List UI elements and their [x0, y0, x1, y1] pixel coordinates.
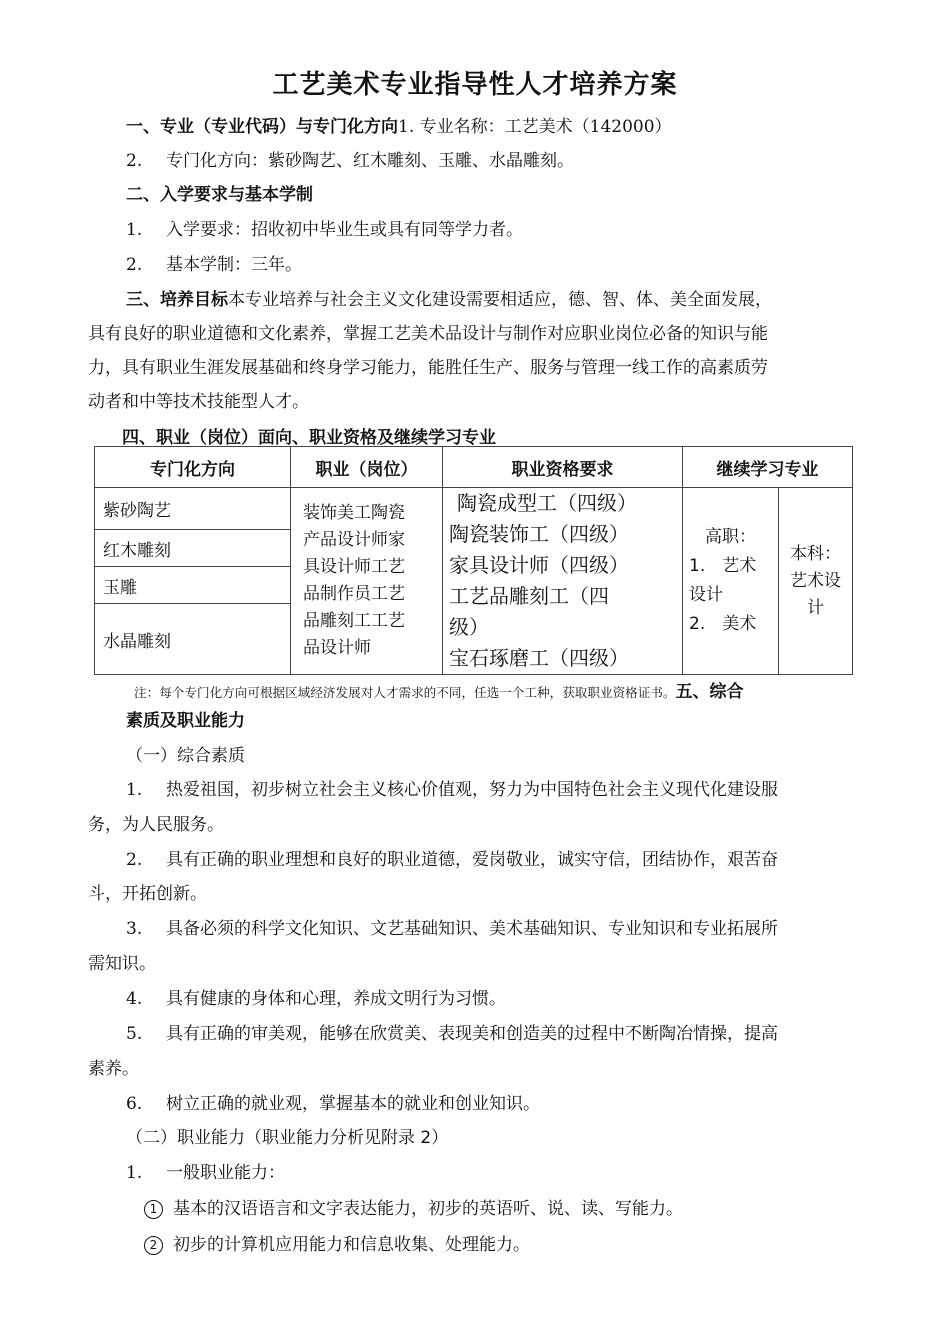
circled-number-marker: 2	[144, 1236, 163, 1255]
cert-line: 级）	[449, 615, 489, 639]
cert-line: 宝石琢磨工（四级）	[449, 646, 629, 670]
cert-line: 陶瓷成型工（四级）	[457, 491, 637, 515]
section2-item2	[126, 254, 302, 276]
quality-item-1	[126, 779, 778, 801]
item-number: 3.	[126, 919, 143, 939]
circled-number-marker: 1	[144, 1200, 163, 1219]
section3-line3: 力，具有职业生涯发展基础和终身学习能力，能胜任生产、服务与管理一线工作的高素质劳	[88, 358, 768, 378]
paragraph-text: 本专业培养与社会主义文化建设需要相适应，德、智、体、美全面发展，	[228, 290, 772, 310]
job-line: 装饰美工陶瓷	[303, 503, 405, 523]
career-table	[94, 446, 853, 675]
table-cell-gaozhi	[683, 488, 779, 675]
quality-item-3-cont: 需知识。	[88, 954, 156, 974]
item-text: 具有健康的身体和心理，养成文明行为习惯。	[166, 989, 506, 1009]
item-text: 树立正确的就业观，掌握基本的就业和创业知识。	[166, 1094, 540, 1114]
section5-sub1: （一）综合素质	[126, 746, 245, 766]
item-number: 4.	[126, 989, 143, 1009]
benke-line: 艺术设	[790, 570, 841, 591]
item-text: 具有正确的职业理想和良好的职业道德，爱岗敬业，诚实守信，团结协作，艰苦奋	[166, 850, 778, 870]
quality-item-2	[126, 849, 778, 871]
quality-item-5	[126, 1023, 778, 1045]
item-number: 6.	[126, 1094, 143, 1114]
item-number: 1.	[126, 1163, 143, 1183]
quality-item-1-cont: 务，为人民服务。	[88, 815, 224, 835]
item-number: 2.	[126, 151, 143, 171]
table-cell-direction: 紫砂陶艺	[95, 488, 291, 530]
quality-item-4	[126, 988, 506, 1010]
section1-item2	[126, 150, 574, 172]
cert-line: 陶瓷装饰工（四级）	[449, 522, 629, 546]
cert-line: 家具设计师（四级）	[449, 553, 629, 577]
section3-line4: 动者和中等技术技能型人才。	[88, 392, 309, 412]
table-row	[95, 488, 853, 530]
benke-line: 本科：	[790, 543, 841, 564]
quality-item-2-cont: 斗，开拓创新。	[88, 884, 207, 904]
item-number: 2.	[126, 850, 143, 870]
item-number: 2.	[126, 255, 143, 275]
section3-line1	[126, 289, 772, 311]
gaozhi-line: 设计	[689, 585, 723, 605]
gaozhi-line: 2. 美术	[689, 614, 757, 634]
item-number: 1.	[126, 780, 143, 800]
job-line: 品制作员工艺	[303, 584, 405, 604]
item-text: 热爱祖国，初步树立社会主义核心价值观，努力为中国特色社会主义现代化建设服	[166, 780, 778, 800]
table-header-row	[95, 447, 853, 488]
table-note	[134, 683, 744, 702]
table-cell-certs	[443, 488, 683, 675]
section5-heading-part1: 五、综合	[675, 682, 744, 702]
table-cell-jobs	[291, 488, 443, 675]
table-cell-direction: 水晶雕刻	[95, 604, 291, 675]
quality-item-3	[126, 918, 778, 940]
item-text: 一般职业能力：	[166, 1163, 285, 1183]
job-line: 品雕刻工工艺	[303, 611, 405, 631]
table-header: 职业资格要求	[443, 447, 683, 488]
note-text: 注：每个专门化方向可根据区域经济发展对人才需求的不同，任选一个工种，获取职业资格证书。	[134, 685, 676, 700]
ability-subitem-1	[144, 1198, 683, 1220]
table-header: 继续学习专业	[683, 447, 853, 488]
item-text: 具有正确的审美观，能够在欣赏美、表现美和创造美的过程中不断陶冶情操，提高	[166, 1024, 778, 1044]
item-number: 5.	[126, 1024, 143, 1044]
table-header: 职业（岗位）	[291, 447, 443, 488]
item-text: 专门化方向：紫砂陶艺、红木雕刻、玉雕、水晶雕刻。	[166, 151, 574, 171]
table-cell-direction: 红木雕刻	[95, 530, 291, 567]
quality-item-5-cont: 素养。	[88, 1059, 139, 1079]
job-line: 产品设计师家	[303, 530, 405, 550]
item-text: 入学要求：招收初中毕业生或具有同等学力者。	[166, 220, 523, 240]
section3-heading: 三、培养目标	[126, 290, 228, 310]
section5-sub2: （二）职业能力（职业能力分析见附录 2）	[126, 1128, 449, 1148]
section4-heading: 四、职业（岗位）面向、职业资格及继续学习专业	[122, 428, 496, 448]
item-text: 具备必须的科学文化知识、文艺基础知识、美术基础知识、专业知识和专业拓展所	[166, 919, 778, 939]
item-number: 1.	[126, 220, 143, 240]
subitem-text: 基本的汉语语言和文字表达能力，初步的英语听、说、读、写能力。	[173, 1199, 683, 1219]
gaozhi-line: 1. 艺术	[689, 556, 757, 576]
section3-line2: 具有良好的职业道德和文化素养，掌握工艺美术品设计与制作对应职业岗位必备的知识与能	[88, 324, 768, 344]
section5-heading-part2: 素质及职业能力	[126, 711, 245, 731]
job-line: 品设计师	[303, 638, 371, 658]
cert-line: 工艺品雕刻工（四	[449, 584, 609, 608]
section1-heading: 一、专业（专业代码）与专门化方向	[126, 117, 398, 137]
benke-line: 计	[807, 597, 824, 618]
gaozhi-line: 高职：	[705, 527, 756, 547]
section2-item1	[126, 219, 523, 241]
document-title: 工艺美术专业指导性人才培养方案	[272, 70, 678, 100]
ability-subitem-2	[144, 1234, 530, 1256]
quality-item-6	[126, 1093, 540, 1115]
table-cell-direction: 玉雕	[95, 567, 291, 604]
item-text: 基本学制：三年。	[166, 255, 302, 275]
ability-item-1	[126, 1162, 285, 1184]
section1-item1: 1. 专业名称：工艺美术（142000）	[398, 117, 672, 137]
table-cell-benke	[779, 488, 853, 675]
section1-line	[126, 116, 672, 138]
section2-heading: 二、入学要求与基本学制	[126, 185, 313, 205]
subitem-text: 初步的计算机应用能力和信息收集、处理能力。	[173, 1235, 530, 1255]
job-line: 具设计师工艺	[303, 557, 405, 577]
table-header: 专门化方向	[95, 447, 291, 488]
